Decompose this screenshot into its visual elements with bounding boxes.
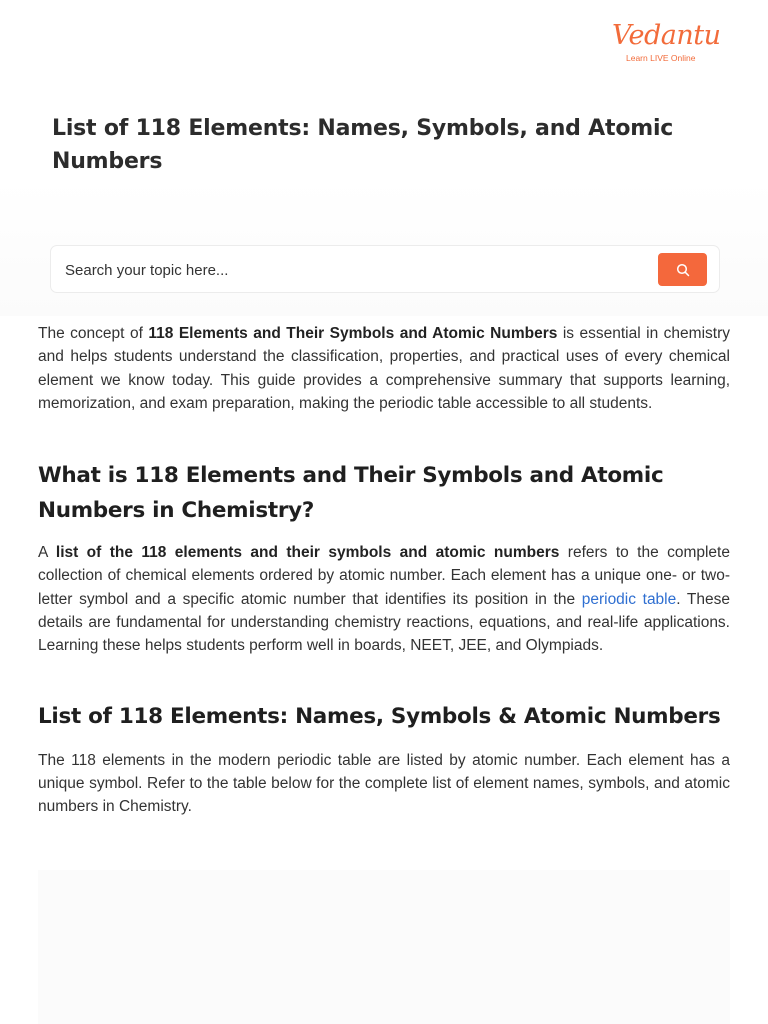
site-header — [0, 0, 768, 80]
section-paragraph-what-is — [38, 541, 730, 657]
article-content — [38, 322, 730, 819]
section1-text-end: . These details are fundamental for understanding chemistry reactions, equations, and real-life applications. Learning these helps students perform well in boards, NEET, JEE, and Olympiads. — [38, 590, 730, 655]
section1-bold: list of the 118 elements and their symbols and atomic numbers — [55, 544, 560, 562]
search-bar — [50, 245, 720, 293]
section-paragraph-list: The 118 elements in the modern periodic table are listed by atomic number. Each element has a unique symbol. Refer to the table below for the complete list of element names, symbols, and atomic numbers in Chemistry. — [38, 751, 730, 816]
section-heading-what-is: What is 118 Elements and Their Symbols and Atomic Numbers in Chemistry? — [38, 463, 664, 524]
intro-text-start: The concept of — [38, 325, 149, 342]
intro-paragraph — [38, 322, 730, 415]
search-icon — [676, 263, 690, 277]
page-title: List of 118 Elements: Names, Symbols, and Atomic Numbers — [52, 116, 674, 174]
vedantu-logo[interactable] — [612, 20, 721, 72]
logo-tagline: Learn LIVE Online — [626, 53, 696, 63]
section1-text-mid: refers to the complete collection of chemical elements ordered by atomic number. Each element has a unique one- or two-letter symbol and a specific atomic number that identifies its position in the — [38, 544, 730, 608]
logo-wordmark: Vedantu — [612, 20, 721, 51]
intro-text-end: is essential in chemistry and helps students understand the classification, properties, and practical uses of every chemical element we know today. This guide provides a comprehensive summary that supports learning, memorization, and exam preparation, making the periodic table accessible to all students. — [38, 325, 731, 412]
periodic-table-link[interactable]: periodic table — [581, 590, 677, 608]
table-placeholder — [38, 870, 730, 1024]
intro-bold: 118 Elements and Their Symbols and Atomic Numbers — [148, 325, 558, 342]
section1-text-start: A — [38, 544, 56, 562]
search-input[interactable] — [65, 258, 635, 282]
section-heading-list: List of 118 Elements: Names, Symbols & Atomic Numbers — [38, 703, 721, 729]
search-button[interactable] — [658, 253, 707, 286]
